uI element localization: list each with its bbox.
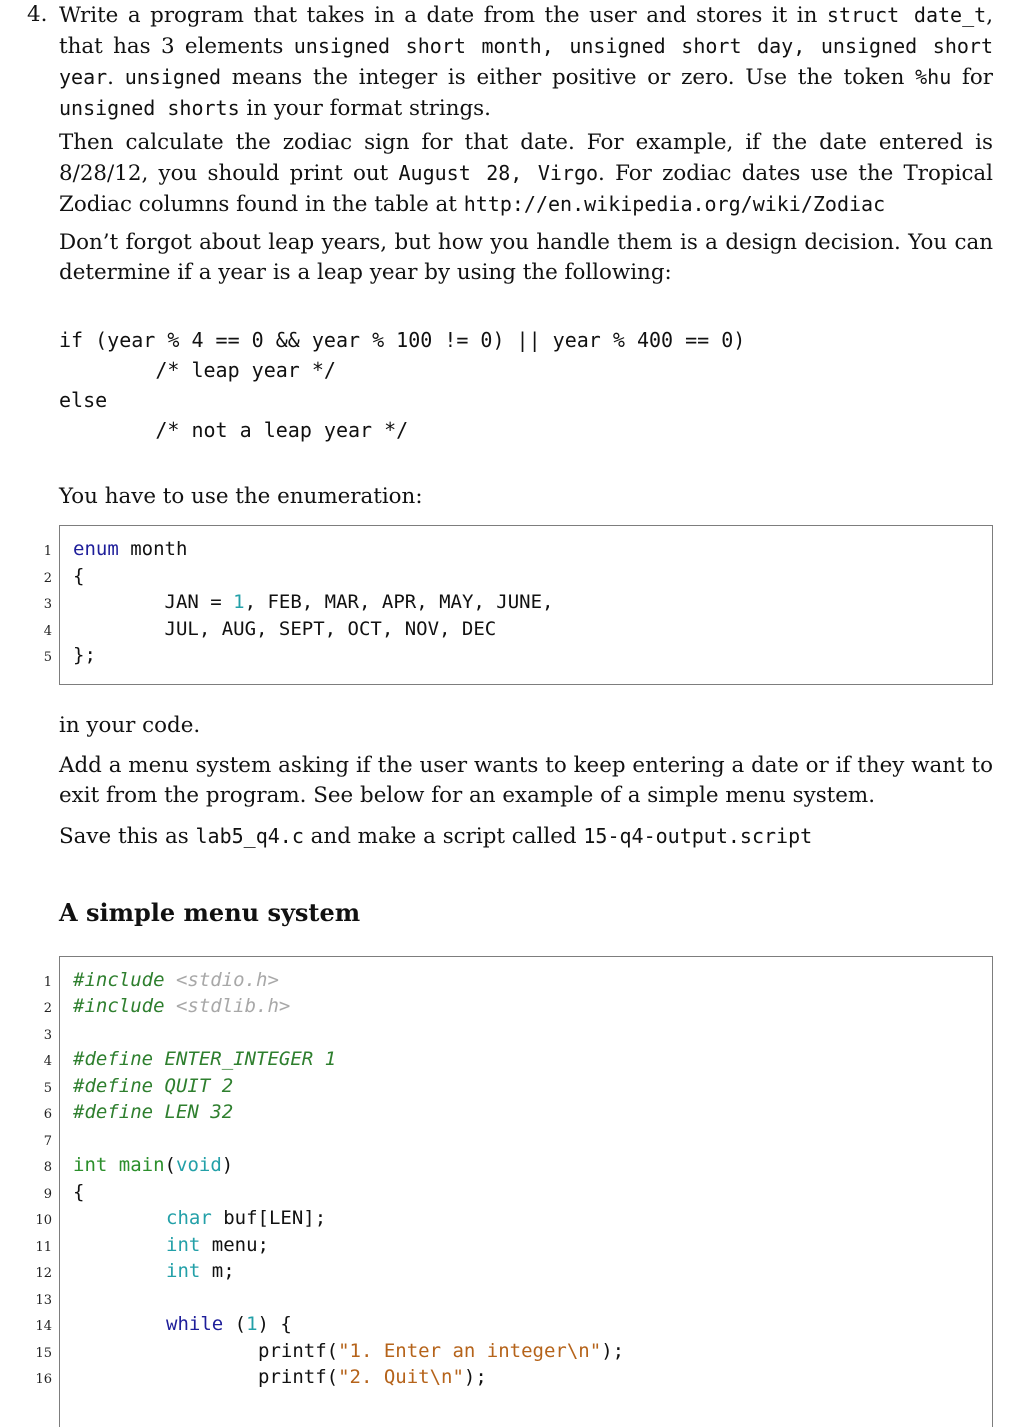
enumeration-intro: You have to use the enumeration: [59, 484, 423, 509]
code-text: ); [601, 1340, 625, 1362]
code-line: }; [73, 644, 96, 666]
line-number: 12 [35, 1266, 52, 1281]
inline-code: unsigned [124, 65, 222, 89]
line-number: 1 [43, 975, 52, 990]
inline-code: struct date_t [826, 3, 987, 27]
line-number: 5 [43, 650, 52, 665]
intro-paragraph [59, 0, 993, 124]
code-text: ); [463, 1366, 487, 1388]
line-number: 10 [35, 1213, 52, 1228]
line-number: 2 [43, 1001, 52, 1016]
code-text: JAN = [73, 591, 234, 613]
number-literal: 1 [246, 1313, 258, 1335]
text-run: , that has 3 elements [59, 3, 993, 59]
code-text: ) [221, 1154, 234, 1176]
code-line: #define ENTER_INTEGER 1 [73, 1048, 337, 1070]
line-number: 4 [43, 1054, 52, 1069]
code-line [166, 1313, 292, 1335]
line-number: 5 [43, 1081, 52, 1096]
wikipedia-url: http://en.wikipedia.org/wiki/Zodiac [463, 192, 886, 216]
line-number: 8 [43, 1160, 52, 1175]
code-text: month [118, 538, 188, 560]
type-keyword: void [176, 1154, 222, 1176]
line-number: 6 [43, 1107, 52, 1122]
line-number: 1 [43, 544, 52, 559]
line-number: 2 [43, 571, 52, 586]
code-text: printf( [258, 1366, 339, 1388]
header-name: <stdio.h> [175, 969, 279, 991]
line-number: 14 [35, 1319, 52, 1334]
string-literal: "2. Quit\n" [338, 1366, 464, 1388]
text-run: means the integer is either positive or zero. Use the token [221, 65, 916, 90]
code-text: menu; [200, 1234, 269, 1256]
type-keyword: int [166, 1234, 201, 1256]
header-name: <stdlib.h> [175, 995, 291, 1017]
code-line [166, 1234, 269, 1256]
inline-code: %hu [915, 65, 952, 89]
line-number: 3 [43, 597, 52, 612]
function-name: main [118, 1154, 165, 1176]
leap-year-code [59, 325, 745, 445]
keyword: while [166, 1313, 224, 1335]
inline-code: lab5_q4.c [195, 824, 304, 848]
code-text: , FEB, MAR, APR, MAY, JUNE, [244, 591, 554, 613]
code-text: printf( [258, 1340, 339, 1362]
code-text: ( [223, 1313, 247, 1335]
code-line [73, 591, 553, 613]
line-number: 4 [43, 624, 52, 639]
text-run: for [951, 65, 993, 90]
text-run: in your format strings. [239, 96, 491, 121]
code-text: ( [164, 1154, 176, 1176]
code-line: #define LEN 32 [73, 1101, 234, 1123]
code-line: if (year % 4 == 0 && year % 100 != 0) || year % 400 == 0) [59, 328, 746, 352]
line-number: 7 [43, 1134, 52, 1149]
preprocessor: #include [73, 969, 176, 991]
type-keyword: int [166, 1260, 201, 1282]
code-line: { [73, 565, 85, 587]
menu-system-paragraph: Add a menu system asking if the user wants to keep entering a date or if they want to exit from the program. See below for an example of a simple menu system. [59, 753, 993, 808]
line-number: 16 [35, 1372, 52, 1387]
code-line: JUL, AUG, SEPT, OCT, NOV, DEC [73, 618, 497, 640]
line-number: 11 [35, 1240, 52, 1255]
leap-year-paragraph: Don’t forgot about leap years, but how you handle them is a design decision. You can determine if a year is a leap year by using the following: [59, 230, 993, 285]
text-run: Then calculate the zodiac sign for that date. For example, if the date entered is 8/28/12, you should print out [59, 130, 993, 186]
type-keyword: int [73, 1154, 108, 1176]
code-line: #define QUIT 2 [73, 1075, 234, 1097]
line-number: 13 [35, 1293, 52, 1308]
inline-code: August 28, Virgo [398, 161, 599, 185]
code-line [73, 538, 187, 560]
inline-code: unsigned shorts [59, 96, 240, 120]
text-run: . For zodiac dates use the Tropical Zodiac columns found in the table at [59, 161, 994, 217]
line-number: 15 [35, 1346, 52, 1361]
text-run: . [107, 65, 125, 90]
inline-code: 15-q4-output.script [583, 824, 813, 848]
code-text: ) { [257, 1313, 292, 1335]
code-line [258, 1366, 487, 1388]
item-number: 4. [27, 2, 48, 27]
number-literal: 1 [233, 591, 245, 613]
code-line: else [59, 388, 108, 412]
code-text: m; [200, 1260, 235, 1282]
string-literal: "1. Enter an integer\n" [338, 1340, 602, 1362]
text-run: Save this as [59, 824, 196, 849]
code-line: { [73, 1181, 85, 1203]
line-number: 3 [43, 1028, 52, 1043]
save-instructions [59, 821, 993, 852]
type-keyword: char [166, 1207, 212, 1229]
code-line: /* leap year */ [59, 358, 336, 382]
section-heading: A simple menu system [59, 898, 361, 927]
preprocessor: #include [73, 995, 176, 1017]
zodiac-paragraph [59, 128, 993, 220]
text-run: Write a program that takes in a date from the user and stores it in [59, 3, 827, 28]
code-line: /* not a leap year */ [59, 418, 409, 442]
code-text: buf[LEN]; [211, 1207, 327, 1229]
inline-code: unsigned short month, unsigned short day, unsigned short year [59, 34, 993, 89]
code-line [166, 1207, 326, 1229]
code-line [73, 969, 279, 991]
code-line [166, 1260, 235, 1282]
line-number: 9 [43, 1187, 52, 1202]
code-line [73, 1154, 233, 1176]
code-text [107, 1154, 118, 1176]
text-run: and make a script called [303, 824, 584, 849]
keyword: enum [73, 538, 119, 560]
code-line [73, 995, 290, 1017]
code-line [258, 1340, 624, 1362]
in-your-code-text: in your code. [59, 713, 201, 738]
